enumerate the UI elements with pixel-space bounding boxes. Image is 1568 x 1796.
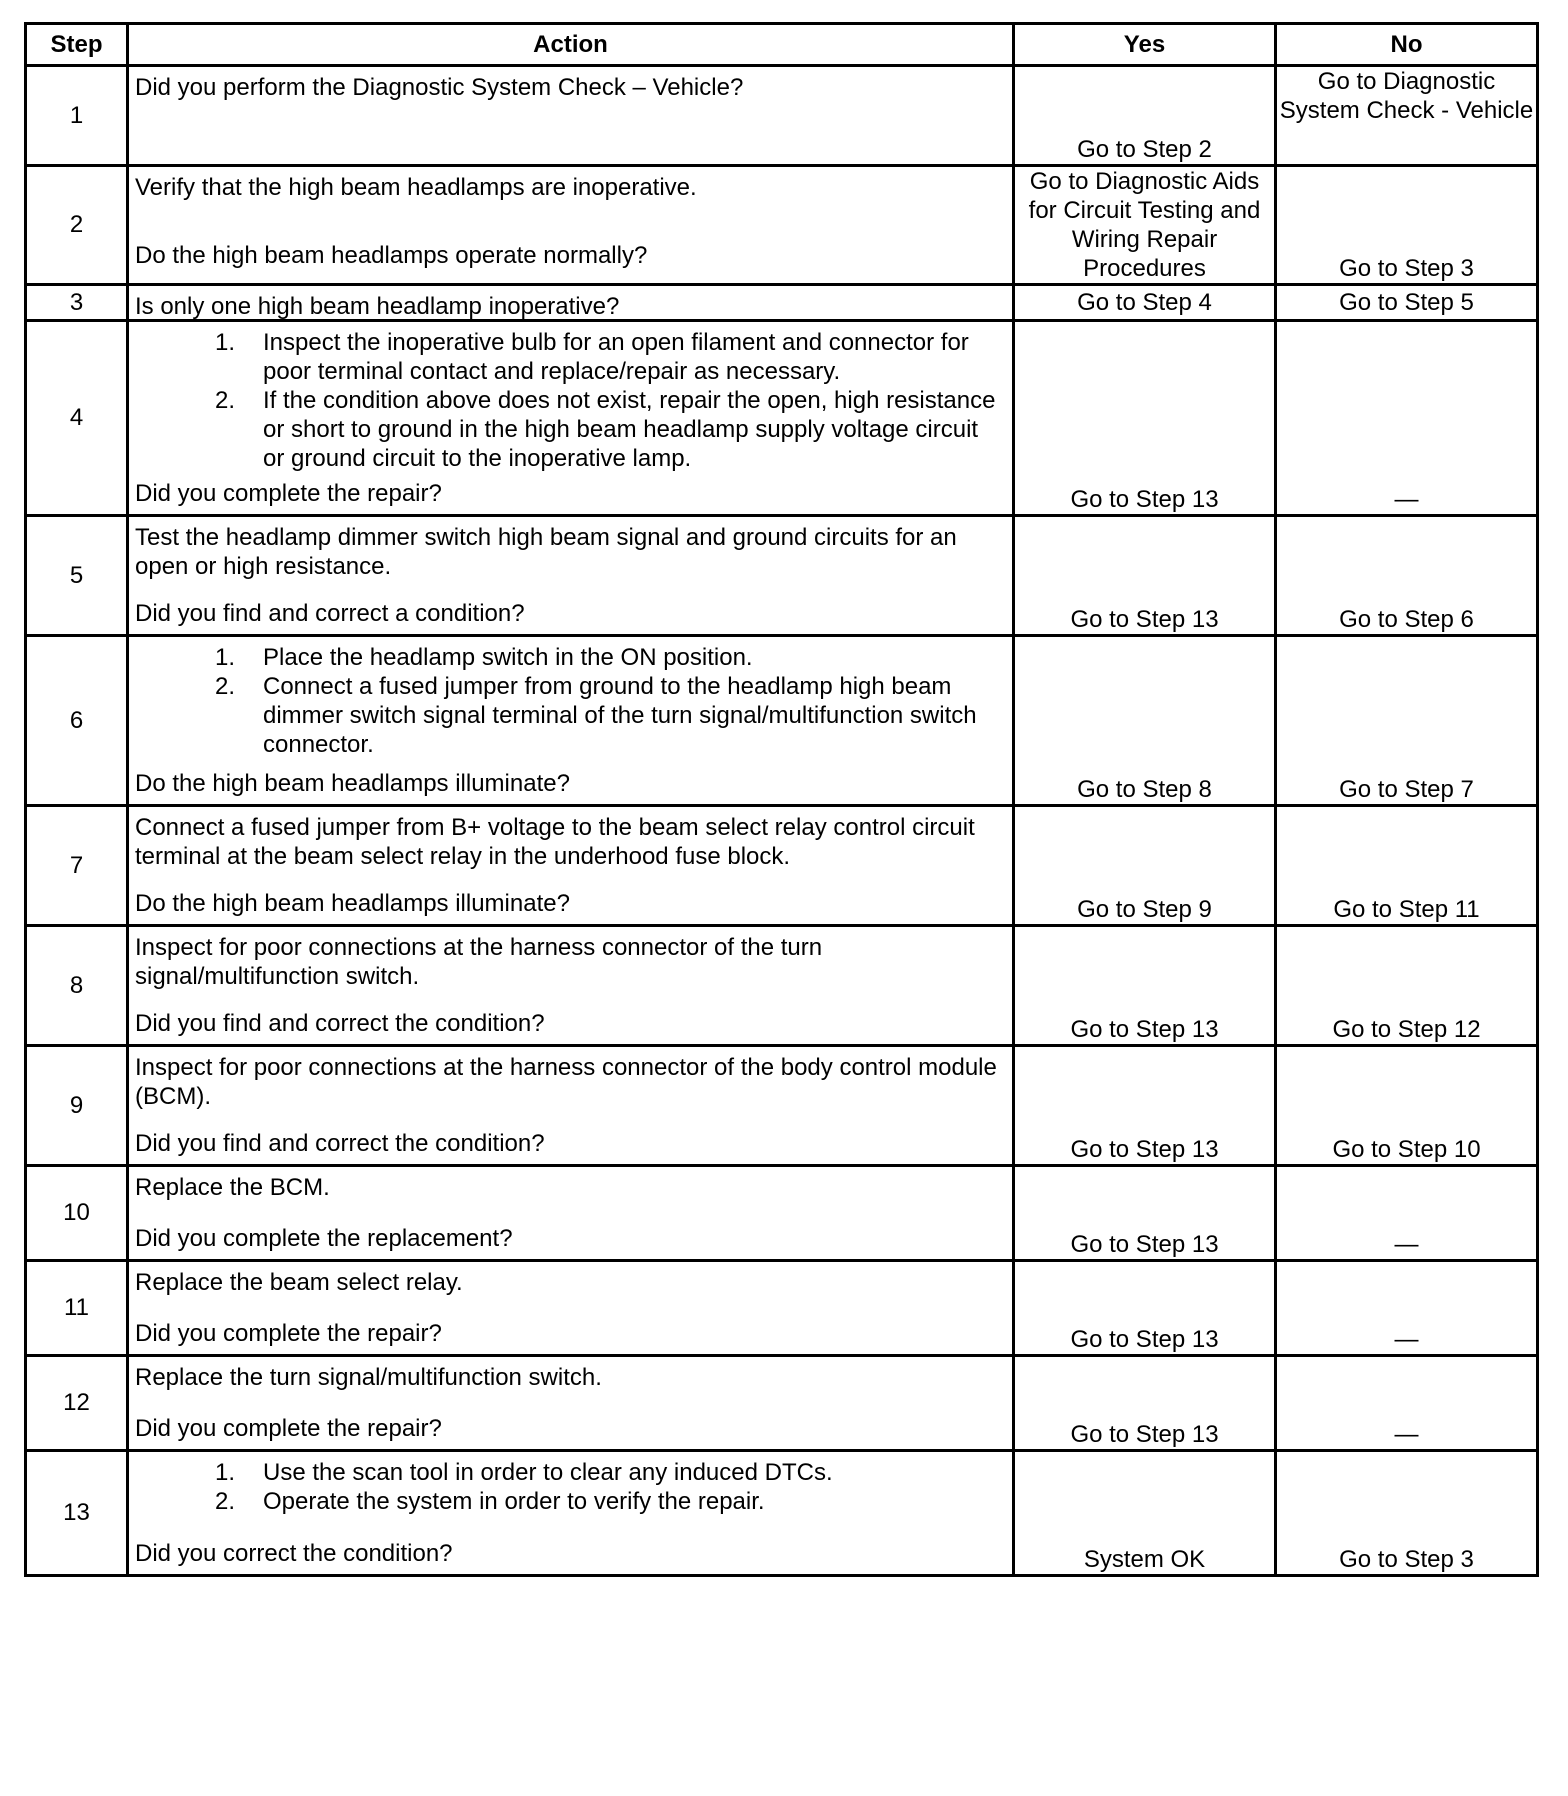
action-cell [128,66,1014,166]
step-number: 2 [26,166,128,285]
action-cell [128,1451,1014,1576]
action-cell [128,285,1014,321]
no-result: Go to Step 3 [1276,166,1538,285]
action-instruction: Is only one high beam headlamp inoperative? [135,293,620,320]
action-instruction: Replace the turn signal/multifunction switch. [135,1364,602,1391]
substep-item [135,328,1004,386]
action-cell [128,516,1014,636]
yes-result: Go to Diagnostic Aids for Circuit Testing and Wiring Repair Procedures [1014,166,1276,285]
action-cell [128,1356,1014,1451]
substep-item [135,672,1004,759]
action-cell [128,806,1014,926]
no-result: Go to Step 12 [1276,926,1538,1046]
step-number: 9 [26,1046,128,1166]
no-result: Go to Step 7 [1276,636,1538,806]
action-instruction: Connect a fused jumper from B+ voltage to the beam select relay control circuit terminal at the beam select relay in the underhood fuse block. [135,814,975,870]
action-question: Did you find and correct a condition? [135,600,525,627]
no-result: — [1276,1356,1538,1451]
table-row [26,66,1538,166]
no-result: Go to Step 11 [1276,806,1538,926]
header-action: Action [128,24,1014,66]
no-result: — [1276,1166,1538,1261]
action-instruction: Replace the BCM. [135,1174,330,1201]
yes-result: Go to Step 9 [1014,806,1276,926]
substep-number: 2. [214,1488,235,1515]
no-result: — [1276,1261,1538,1356]
substep-text: Inspect the inoperative bulb for an open filament and connector for poor terminal contact and replace/repair as necessary. [263,329,969,385]
no-result: Go to Step 6 [1276,516,1538,636]
header-row [26,24,1538,66]
action-question: Did you complete the replacement? [135,1225,513,1252]
table-row [26,806,1538,926]
substep-list [135,328,1004,473]
step-number: 1 [26,66,128,166]
action-question: Did you complete the repair? [135,1415,442,1442]
action-question: Did you find and correct the condition? [135,1130,545,1157]
table-row [26,1046,1538,1166]
no-result: Go to Step 10 [1276,1046,1538,1166]
action-cell [128,166,1014,285]
substep-number: 2. [214,387,235,414]
action-cell [128,636,1014,806]
substep-number: 1. [214,329,235,356]
header-no: No [1276,24,1538,66]
substep-text: If the condition above does not exist, repair the open, high resistance or short to ground in the high beam headlamp supply voltage circuit or ground circuit to the inoperative lamp. [263,387,996,472]
action-instruction: Test the headlamp dimmer switch high beam signal and ground circuits for an open or high resistance. [135,524,957,580]
action-cell [128,1166,1014,1261]
action-cell [128,1046,1014,1166]
substep-item [135,643,1004,672]
yes-result: Go to Step 2 [1014,66,1276,166]
substep-text: Connect a fused jumper from ground to the headlamp high beam dimmer switch signal terminal of the turn signal/multifunction switch connector. [263,673,977,758]
table-row [26,1166,1538,1261]
step-number: 4 [26,321,128,516]
action-question: Do the high beam headlamps illuminate? [135,890,570,917]
table-body [26,66,1538,1576]
step-number: 3 [26,285,128,321]
yes-result: System OK [1014,1451,1276,1576]
no-result: Go to Step 5 [1276,285,1538,321]
action-instruction: Verify that the high beam headlamps are inoperative. [135,174,697,201]
step-number: 12 [26,1356,128,1451]
table-row [26,516,1538,636]
table-row [26,166,1538,285]
action-instruction: Inspect for poor connections at the harness connector of the body control module (BCM). [135,1054,997,1110]
step-number: 5 [26,516,128,636]
substep-item [135,386,1004,473]
substep-list [135,1458,1004,1516]
substep-number: 2. [214,673,235,700]
step-number: 8 [26,926,128,1046]
step-number: 13 [26,1451,128,1576]
header-step: Step [26,24,128,66]
yes-result: Go to Step 13 [1014,926,1276,1046]
no-result: Go to Diagnostic System Check - Vehicle [1276,66,1538,166]
substep-item [135,1458,1004,1487]
yes-result: Go to Step 13 [1014,1046,1276,1166]
action-question: Did you complete the repair? [135,480,442,507]
action-question: Did you correct the condition? [135,1540,453,1567]
no-result: Go to Step 3 [1276,1451,1538,1576]
substep-number: 1. [214,644,235,671]
yes-result: Go to Step 13 [1014,1166,1276,1261]
action-instruction: Replace the beam select relay. [135,1269,463,1296]
step-number: 6 [26,636,128,806]
substep-number: 1. [214,1459,235,1486]
diagnostic-table [24,22,1539,1577]
action-cell [128,926,1014,1046]
table-row [26,926,1538,1046]
action-question: Did you find and correct the condition? [135,1010,545,1037]
header-yes: Yes [1014,24,1276,66]
yes-result: Go to Step 4 [1014,285,1276,321]
action-cell [128,1261,1014,1356]
table-row [26,1261,1538,1356]
table-row [26,1356,1538,1451]
action-cell [128,321,1014,516]
substep-text: Use the scan tool in order to clear any induced DTCs. [263,1459,833,1486]
action-question: Did you complete the repair? [135,1320,442,1347]
step-number: 10 [26,1166,128,1261]
action-question: Do the high beam headlamps illuminate? [135,770,570,797]
yes-result: Go to Step 13 [1014,321,1276,516]
yes-result: Go to Step 8 [1014,636,1276,806]
table-row [26,1451,1538,1576]
substep-item [135,1487,1004,1516]
yes-result: Go to Step 13 [1014,1356,1276,1451]
yes-result: Go to Step 13 [1014,1261,1276,1356]
action-question: Do the high beam headlamps operate normally? [135,242,648,269]
table-row [26,285,1538,321]
substep-text: Place the headlamp switch in the ON position. [263,644,753,671]
action-instruction: Did you perform the Diagnostic System Check – Vehicle? [135,74,744,101]
no-result: — [1276,321,1538,516]
table-row [26,321,1538,516]
table-row [26,636,1538,806]
step-number: 11 [26,1261,128,1356]
substep-list [135,643,1004,759]
step-number: 7 [26,806,128,926]
action-instruction: Inspect for poor connections at the harness connector of the turn signal/multifunction switch. [135,934,823,990]
substep-text: Operate the system in order to verify the repair. [263,1488,765,1515]
yes-result: Go to Step 13 [1014,516,1276,636]
